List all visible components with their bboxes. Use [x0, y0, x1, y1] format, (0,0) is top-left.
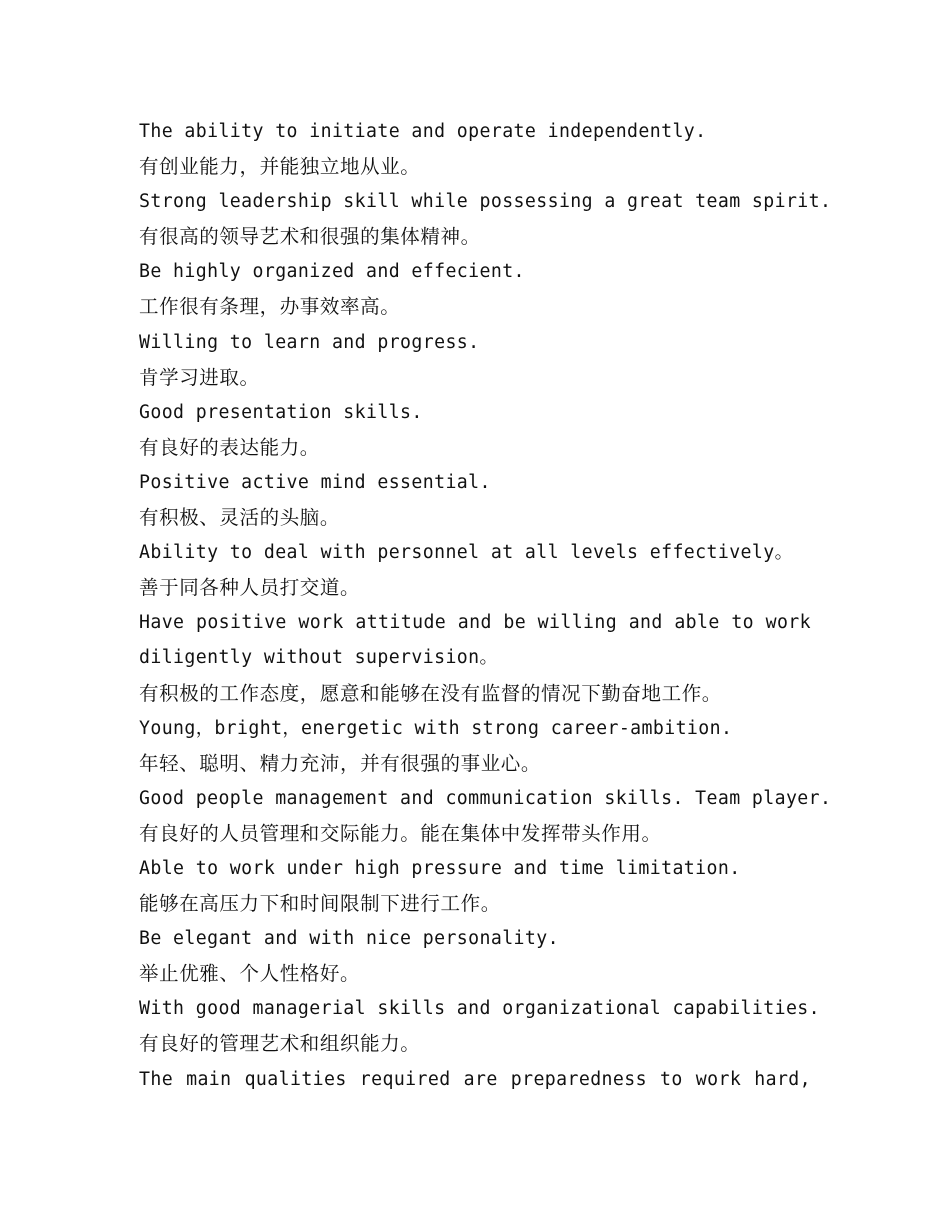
- text-line: 工作很有条理，办事效率高。: [139, 295, 401, 319]
- text-line: diligently without supervision。: [139, 647, 499, 669]
- text-line: 有良好的人员管理和交际能力。能在集体中发挥带头作用。: [139, 821, 662, 845]
- text-line: Young，bright，energetic with strong career-ambition.: [139, 717, 733, 739]
- document-body: [139, 114, 832, 1097]
- text-line: 年轻、聪明、精力充沛，并有很强的事业心。: [139, 751, 542, 775]
- text-line: 能够在高压力下和时间限制下进行工作。: [139, 892, 501, 916]
- text-line: Willing to learn and progress.: [139, 331, 480, 353]
- text-line: Able to work under high pressure and time limitation.: [139, 857, 741, 879]
- text-line: The main qualities required are preparedness to work hard,: [139, 1068, 811, 1090]
- text-line: 有积极的工作态度，愿意和能够在没有监督的情况下勤奋地工作。: [139, 681, 722, 705]
- text-line: 有创业能力，并能独立地从业。: [139, 155, 421, 179]
- text-line: 善于同各种人员打交道。: [139, 576, 361, 600]
- text-line: 有很高的领导艺术和很强的集体精神。: [139, 225, 481, 249]
- text-line: Positive active mind essential.: [139, 471, 491, 493]
- text-line: Ability to deal with personnel at all levels effectively。: [139, 542, 794, 564]
- text-line: 有良好的管理艺术和组织能力。: [139, 1032, 421, 1056]
- text-line: The ability to initiate and operate independently.: [139, 121, 707, 142]
- text-line: Be highly organized and effecient.: [139, 261, 525, 283]
- text-line: Have positive work attitude and be willing and able to work: [139, 612, 811, 634]
- text-line: With good managerial skills and organizational capabilities.: [139, 998, 820, 1020]
- text-line: Be elegant and with nice personality.: [139, 928, 559, 950]
- text-line: Strong leadership skill while possessing a great team spirit.: [139, 191, 832, 213]
- text-line: 肯学习进取。: [139, 365, 260, 389]
- text-line: 有良好的表达能力。: [139, 435, 320, 459]
- text-line: Good presentation skills.: [139, 401, 423, 423]
- text-line: 举止优雅、个人性格好。: [139, 962, 361, 986]
- text-line: 有积极、灵活的头脑。: [139, 506, 341, 530]
- text-line: Good people management and communication skills. Team player.: [139, 787, 832, 809]
